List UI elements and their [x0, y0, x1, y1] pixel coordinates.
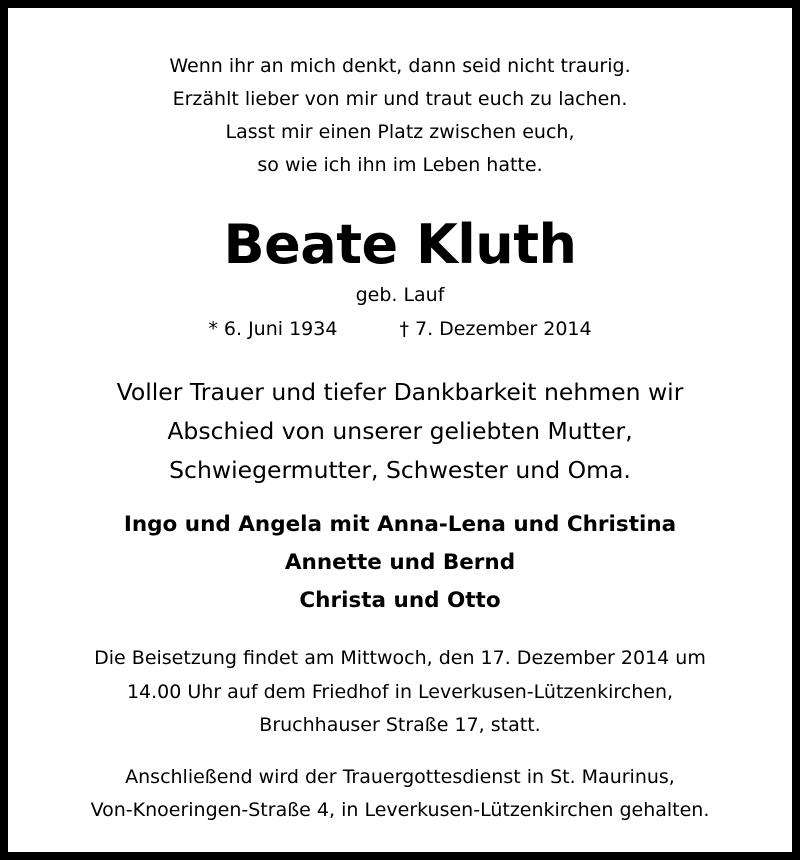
mourning-statement — [8, 373, 792, 490]
statement-line: Abschied von unserer geliebten Mutter, — [167, 417, 633, 445]
statement-line: Schwiegermutter, Schwester und Oma. — [169, 456, 631, 484]
birth-date: * 6. Juni 1934 — [208, 318, 338, 340]
burial-info — [8, 642, 792, 743]
death-date: † 7. Dezember 2014 — [399, 318, 592, 340]
burial-line: 14.00 Uhr auf dem Friedhof in Leverkusen-Lützenkirchen, — [126, 680, 674, 703]
statement-line: Voller Trauer und tiefer Dankbarkeit nehmen wir — [116, 378, 684, 406]
memorial-poem — [8, 50, 792, 182]
poem-line: so wie ich ihn im Leben hatte. — [257, 154, 543, 176]
service-line: Von-Knoeringen-Straße 4, in Leverkusen-Lützenkirchen gehalten. — [90, 799, 710, 821]
mourners-list — [8, 506, 792, 620]
mourner-line: Ingo und Angela mit Anna-Lena und Christina — [123, 512, 677, 537]
service-line: Anschließend wird der Trauergottesdienst in St. Maurinus, — [125, 766, 675, 788]
poem-line: Erzählt lieber von mir und traut euch zu lachen. — [172, 88, 628, 110]
burial-line: Die Beisetzung findet am Mittwoch, den 17. Dezember 2014 um — [94, 647, 706, 669]
poem-line: Wenn ihr an mich denkt, dann seid nicht traurig. — [169, 55, 631, 77]
mourner-line: Christa und Otto — [299, 588, 501, 613]
poem-line: Lasst mir einen Platz zwischen euch, — [225, 121, 575, 143]
life-dates — [8, 314, 792, 344]
deceased-name: Beate Kluth — [223, 213, 577, 276]
burial-line: Bruchhauser Straße 17, statt. — [259, 714, 541, 736]
maiden-name: geb. Lauf — [355, 284, 445, 306]
mourner-line: Annette und Bernd — [284, 550, 516, 575]
service-info — [8, 761, 792, 827]
